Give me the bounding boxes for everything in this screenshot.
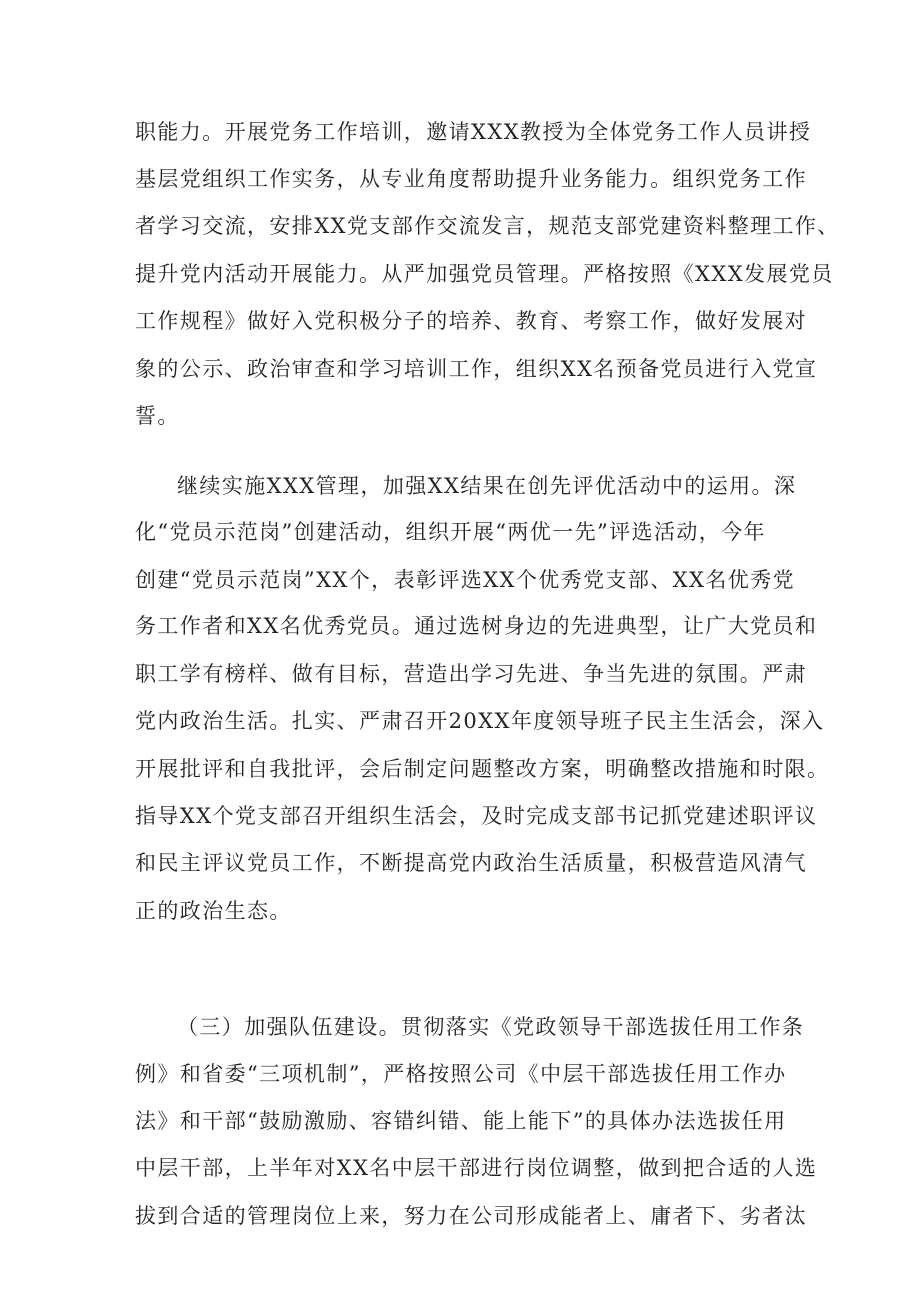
text-line: 务工作者和XX名优秀党员。通过选树身边的先进典型，让广大党员和 [135,614,818,638]
text-line: 法》和干部“鼓励激励、容错纠错、能上能下”的具体办法选拔任用 [135,1109,787,1133]
text-line: 誓。 [135,404,180,428]
text-line: 指导XX个党支部召开组织生活会，及时完成支部书记抓党建述职评议 [135,804,818,828]
text-line: 党内政治生活。扎实、严肃召开20XX年度领导班子民主生活会，深入 [135,709,825,733]
text-line: 开展批评和自我批评，会后制定问题整改方案，明确整改措施和时限。 [135,757,830,781]
text-line: 和民主评议党员工作，不断提高党内政治生活质量，积极营造风清气 [135,851,807,875]
text-line: 提升党内活动开展能力。从严加强党员管理。严格按照《XXX发展党员 [135,262,834,286]
text-line: 者学习交流，安排XX党支部作交流发言，规范支部党建资料整理工作、 [135,214,840,238]
text-line: 继续实施XXX管理，加强XX结果在创先评优活动中的运用。深 [177,474,797,498]
text-line: 拔到合适的管理岗位上来，努力在公司形成能者上、庸者下、劣者汰 [135,1204,807,1228]
text-line: 工作规程》做好入党积极分子的培养、教育、考察工作，做好发展对 [135,309,807,333]
text-line: 职能力。开展党务工作培训，邀请XXX教授为全体党务工作人员讲授 [135,120,812,144]
text-line: 例》和省委“三项机制”，严格按照公司《中层干部选拔任用工作办 [135,1062,787,1086]
text-line: 职工学有榜样、做有目标，营造出学习先进、争当先进的氛围。严肃 [135,662,807,686]
text-line: 创建“党员示范岗”XX个，表彰评选XX个优秀党支部、XX名优秀党 [135,568,795,592]
text-line: （三）加强队伍建设。贯彻落实《党政领导干部选拔任用工作条 [177,1015,805,1039]
text-line: 化“党员示范岗”创建活动，组织开展“两优一先”评选活动，今年 [135,520,766,544]
text-line: 象的公示、政治审查和学习培训工作，组织XX名预备党员进行入党宣 [135,357,818,381]
text-line: 基层党组织工作实务，从专业角度帮助提升业务能力。组织党务工作 [135,167,807,191]
text-line: 中层干部，上半年对XX名中层干部进行岗位调整，做到把合适的人选 [135,1156,818,1180]
text-line: 正的政治生态。 [135,899,292,923]
